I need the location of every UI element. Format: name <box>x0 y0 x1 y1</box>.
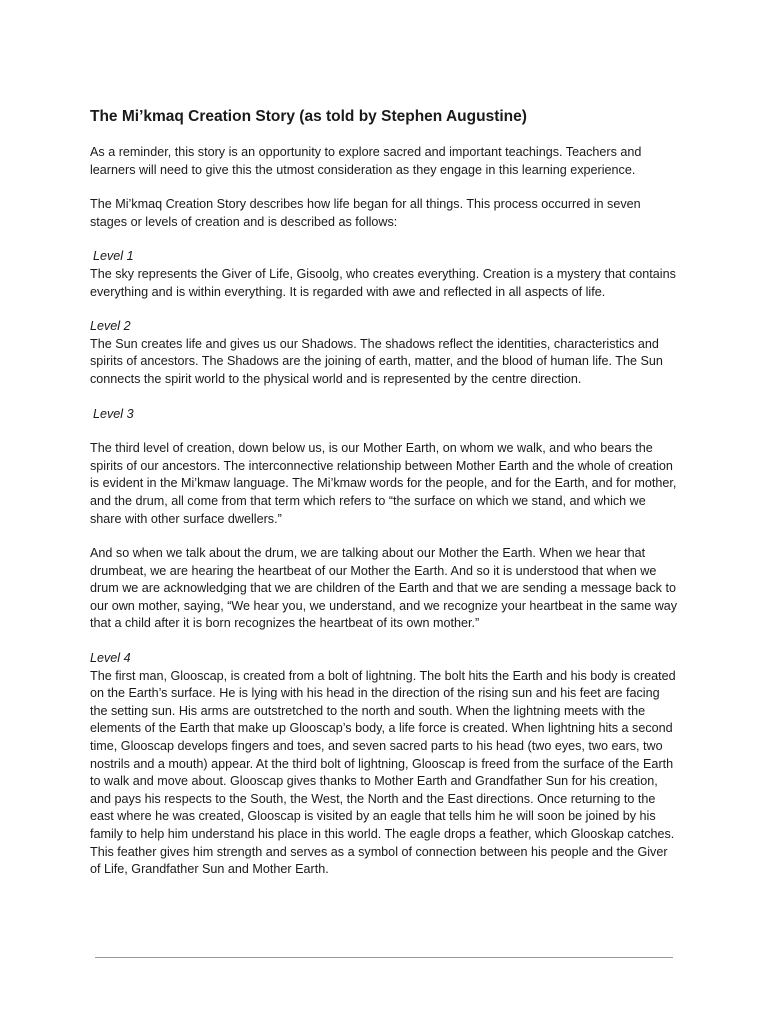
level-2-paragraph: The Sun creates life and gives us our Shadows. The shadows reflect the identities, characteristics and spirits of ancestors. The Shadows are the joining of earth, matter, and the blood of human life. The Sun connects the spirit world to the physical world and is represented by the centre direction. <box>90 336 663 386</box>
level-1-section <box>90 248 680 301</box>
level-3-heading: Level 3 <box>93 406 134 421</box>
level-1-heading: Level 1 <box>93 249 134 264</box>
level-3-paragraph-earth: The third level of creation, down below us, is our Mother Earth, on whom we walk, and who bears the spirits of our ancestors. The interconnective relationship between Mother Earth and the whole of creation is evident in the Mi’kmaw language. The Mi’kmaw words for the people, and for the Earth, and for mother, and the drum, all come from that term which refers to “the surface on which we stand, and which we share with other surface dwellers.” <box>90 441 677 526</box>
intro-paragraph-overview: The Mi’kmaq Creation Story describes how life began for all things. This process occurred in seven stages or levels of creation and is described as follows: <box>90 197 641 229</box>
level-1-paragraph: The sky represents the Giver of Life, Gisoolg, who creates everything. Creation is a mystery that contains everything and is within everything. It is regarded with awe and reflected in all aspects of life. <box>90 266 676 299</box>
level-2-heading: Level 2 <box>90 319 131 334</box>
level-3-paragraph-drum: And so when we talk about the drum, we are talking about our Mother the Earth. When we hear that drumbeat, we are hearing the heartbeat of our Mother the Earth. And so it is understood that when we drum we are acknowledging that we are children of the Earth and that we are sending a message back to our own mother, saying, “We hear you, we understand, and we recognize your heartbeat in the same way that a child after it is born recognizes the heartbeat of its own mother.” <box>90 546 678 631</box>
level-3-section <box>90 406 680 634</box>
document-title: The Mi’kmaq Creation Story (as told by Stephen Augustine) <box>90 108 527 125</box>
intro-paragraph-reminder: As a reminder, this story is an opportunity to explore sacred and important teachings. Teachers and learners will need to give this the utmost consideration as they engage in this learning experience. <box>90 145 642 177</box>
level-4-section <box>90 650 680 879</box>
level-2-section <box>90 318 680 388</box>
level-4-paragraph: The first man, Glooscap, is created from a bolt of lightning. The bolt hits the Earth and his body is created on the Earth’s surface. He is lying with his head in the direction of the rising sun and his feet are facing the setting sun. His arms are outstretched to the north and south. When the lightning meets with the elements of the Earth that make up Glooscap’s body, a life force is created. When lightning hits a second time, Glooscap develops fingers and toes, and seven sacred parts to his head (two eyes, two ears, two nostrils and a mouth) appear. At the third bolt of lightning, Glooscap is freed from the surface of the Earth to walk and move about. Glooscap gives thanks to Mother Earth and Grandfather Sun for his creation, and pays his respects to the South, the West, the North and the East directions. Once returning to the east where he was created, Glooscap is visited by an eagle that tells him he will soon be joined by his family to help him understand his place in this world. The eagle drops a feather, which Glooskap catches. This feather gives him strength and serves as a symbol of connection between his people and the Giver of Life, Grandfather Sun and Mother Earth. <box>90 668 676 877</box>
document-page <box>90 106 680 896</box>
footer-divider <box>95 957 673 958</box>
level-4-heading: Level 4 <box>90 651 131 666</box>
